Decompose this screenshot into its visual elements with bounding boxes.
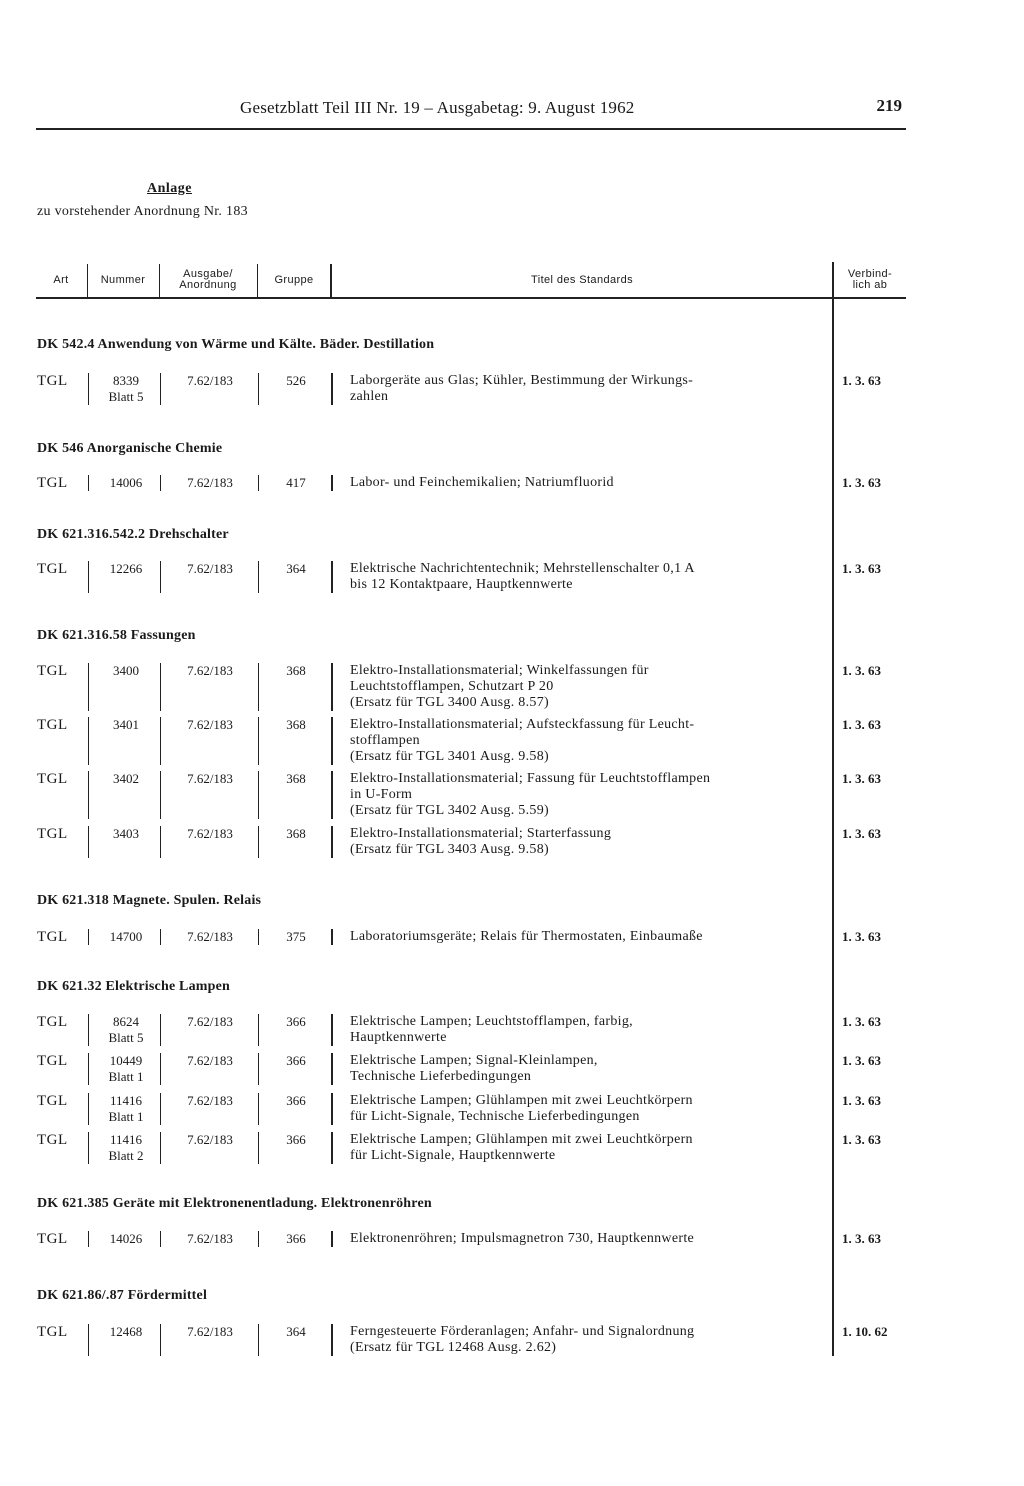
cell-divider [160, 826, 161, 858]
cell-divider [88, 475, 89, 491]
cell-ausgabe: 7.62/183 [187, 1132, 233, 1147]
column-header-ausgabe-line1: Ausgabe/ [183, 268, 233, 280]
cell-blatt: Blatt 1 [108, 1109, 144, 1124]
cell-divider [88, 1093, 89, 1125]
column-header-art: Art [53, 273, 69, 286]
cell-titel [350, 475, 825, 491]
cell-blatt: Blatt 5 [108, 1030, 144, 1045]
column-header-titel: Titel des Standards [531, 273, 633, 286]
cell-titel [350, 1053, 825, 1085]
cell-divider [160, 771, 161, 819]
cell-gruppe: 368 [286, 717, 306, 732]
cell-verbindlich: 1. 3. 63 [842, 1093, 881, 1108]
cell-titel [350, 663, 825, 711]
section-title: DK 546 Anorganische Chemie [37, 441, 223, 456]
cell-divider [258, 1231, 259, 1247]
titel-line: Elektronenröhren; Impulsmagnetron 730, Hauptkennwerte [350, 1231, 695, 1246]
cell-verbindlich: 1. 10. 62 [842, 1324, 888, 1339]
cell-divider [258, 561, 259, 593]
cell-titel [350, 1324, 825, 1356]
cell-ausgabe: 7.62/183 [187, 826, 233, 841]
cell-divider [160, 561, 161, 593]
cell-divider [160, 1324, 161, 1356]
cell-verbindlich: 1. 3. 63 [842, 929, 881, 944]
section-title: DK 621.32 Elektrische Lampen [37, 979, 231, 994]
titel-line: (Ersatz für TGL 3401 Ausg. 9.58) [350, 749, 549, 764]
section-title: DK 621.86/.87 Fördermittel [37, 1288, 208, 1303]
cell-divider [258, 373, 259, 405]
cell-nummer-value: 11416 [109, 1132, 143, 1147]
cell-nummer-value: 10449 [109, 1053, 143, 1068]
cell-art: TGL [37, 717, 68, 733]
cell-art: TGL [37, 1132, 68, 1148]
cell-titel [350, 826, 825, 858]
cell-gruppe: 417 [286, 475, 306, 490]
cell-gruppe: 364 [286, 1324, 306, 1339]
cell-divider [88, 717, 89, 765]
titel-line: Ferngesteuerte Förderanlagen; Anfahr- und Signalordnung [350, 1324, 695, 1339]
cell-art: TGL [37, 929, 68, 945]
cell-art: TGL [37, 1231, 68, 1247]
cell-divider [160, 475, 161, 491]
cell-divider [160, 929, 161, 945]
cell-titel [350, 561, 825, 593]
cell-divider [160, 1053, 161, 1085]
cell-ausgabe: 7.62/183 [187, 771, 233, 786]
cell-verbindlich: 1. 3. 63 [842, 717, 881, 732]
cell-divider [88, 561, 89, 593]
titel-line: (Ersatz für TGL 3402 Ausg. 5.59) [350, 803, 549, 818]
titel-line: (Ersatz für TGL 12468 Ausg. 2.62) [350, 1340, 557, 1355]
titel-line: Technische Lieferbedingungen [350, 1069, 532, 1084]
titel-line: für Licht-Signale, Hauptkennwerte [350, 1148, 556, 1163]
cell-nummer: 12468 [109, 1324, 143, 1339]
cell-verbindlich: 1. 3. 63 [842, 771, 881, 786]
cell-divider [331, 1093, 333, 1125]
cell-divider [88, 373, 89, 405]
cell-gruppe: 368 [286, 663, 306, 678]
cell-divider [160, 1231, 161, 1247]
column-header-nummer: Nummer [100, 273, 146, 286]
cell-divider [258, 826, 259, 858]
titel-line: Elektro-Installationsmaterial; Fassung für Leuchtstofflampen [350, 771, 711, 786]
titel-line: Elektrische Lampen; Glühlampen mit zwei Leuchtkörpern [350, 1132, 693, 1147]
cell-titel [350, 1231, 825, 1247]
table-header-rule [36, 297, 906, 299]
cell-divider [88, 1132, 89, 1164]
titel-line: Elektrische Lampen; Signal-Kleinlampen, [350, 1053, 598, 1068]
anlage-title: Anlage [147, 181, 192, 196]
cell-art: TGL [37, 826, 68, 842]
cell-divider [331, 1014, 333, 1046]
cell-gruppe: 368 [286, 826, 306, 841]
cell-nummer [92, 373, 160, 405]
cell-titel [350, 1093, 825, 1125]
cell-ausgabe: 7.62/183 [187, 1231, 233, 1246]
cell-divider [331, 826, 333, 858]
section-title: DK 621.316.58 Fassungen [37, 628, 196, 643]
cell-gruppe: 368 [286, 771, 306, 786]
cell-nummer [92, 1053, 160, 1085]
verbindlich-column-rule [832, 298, 834, 1356]
section-title: DK 621.385 Geräte mit Elektronenentladung. Elektronenröhren [37, 1196, 432, 1211]
column-header-verbindlich-line2: lich ab [852, 279, 888, 291]
titel-line: Elektro-Installationsmaterial; Winkelfassungen für [350, 663, 649, 678]
cell-verbindlich: 1. 3. 63 [842, 1231, 881, 1246]
cell-ausgabe: 7.62/183 [187, 1093, 233, 1108]
cell-ausgabe: 7.62/183 [187, 1053, 233, 1068]
cell-divider [331, 1231, 333, 1247]
cell-titel [350, 929, 825, 945]
cell-divider [331, 475, 333, 491]
cell-divider [331, 561, 333, 593]
cell-divider [258, 771, 259, 819]
section-title: DK 542.4 Anwendung von Wärme und Kälte. Bäder. Destillation [37, 337, 435, 352]
cell-ausgabe: 7.62/183 [187, 663, 233, 678]
cell-verbindlich: 1. 3. 63 [842, 475, 881, 490]
header-title: Gesetzblatt Teil III Nr. 19 – Ausgabetag: 9. August 1962 [240, 98, 635, 117]
cell-verbindlich: 1. 3. 63 [842, 373, 881, 388]
titel-line: Elektrische Lampen; Leuchtstofflampen, farbig, [350, 1014, 633, 1029]
cell-divider [88, 929, 89, 945]
section-title: DK 621.316.542.2 Drehschalter [37, 527, 229, 542]
cell-titel [350, 1014, 825, 1046]
cell-gruppe: 375 [286, 929, 306, 944]
cell-divider [88, 1324, 89, 1356]
cell-ausgabe: 7.62/183 [187, 1324, 233, 1339]
cell-divider [88, 771, 89, 819]
cell-ausgabe: 7.62/183 [187, 717, 233, 732]
cell-art: TGL [37, 1324, 68, 1340]
cell-divider [88, 663, 89, 711]
cell-divider [88, 1053, 89, 1085]
titel-line: (Ersatz für TGL 3400 Ausg. 8.57) [350, 695, 549, 710]
cell-gruppe: 364 [286, 561, 306, 576]
titel-line: stofflampen [350, 733, 420, 748]
cell-nummer-value: 8624 [113, 1014, 139, 1029]
titel-line: Leuchtstofflampen, Schutzart P 20 [350, 679, 554, 694]
cell-verbindlich: 1. 3. 63 [842, 1053, 881, 1068]
cell-ausgabe: 7.62/183 [187, 1014, 233, 1029]
cell-art: TGL [37, 1014, 68, 1030]
cell-divider [88, 1014, 89, 1046]
cell-divider [160, 1132, 161, 1164]
cell-art: TGL [37, 561, 68, 577]
cell-ausgabe: 7.62/183 [187, 373, 233, 388]
titel-line: Hauptkennwerte [350, 1030, 447, 1045]
cell-divider [88, 826, 89, 858]
cell-ausgabe: 7.62/183 [187, 475, 233, 490]
page-header [36, 94, 906, 130]
titel-line: Elektrische Nachrichtentechnik; Mehrstellenschalter 0,1 A [350, 561, 695, 576]
cell-art: TGL [37, 1053, 68, 1069]
cell-art: TGL [37, 373, 68, 389]
anlage-subtitle: zu vorstehender Anordnung Nr. 183 [37, 204, 248, 219]
cell-titel [350, 771, 825, 819]
cell-divider [88, 1231, 89, 1247]
cell-divider [160, 663, 161, 711]
cell-divider [258, 663, 259, 711]
cell-divider [331, 373, 333, 405]
cell-nummer: 14006 [109, 475, 143, 490]
cell-art: TGL [37, 663, 68, 679]
cell-titel [350, 373, 825, 405]
titel-line: Elektrische Lampen; Glühlampen mit zwei Leuchtkörpern [350, 1093, 693, 1108]
cell-verbindlich: 1. 3. 63 [842, 663, 881, 678]
page-number: 219 [876, 96, 902, 115]
cell-nummer: 14700 [109, 929, 143, 944]
cell-verbindlich: 1. 3. 63 [842, 1132, 881, 1147]
cell-nummer-value: 8339 [113, 373, 139, 388]
cell-verbindlich: 1. 3. 63 [842, 1014, 881, 1029]
cell-gruppe: 366 [286, 1014, 306, 1029]
cell-verbindlich: 1. 3. 63 [842, 826, 881, 841]
cell-nummer [92, 1093, 160, 1125]
cell-divider [331, 717, 333, 765]
titel-line: Labor- und Feinchemikalien; Natriumfluorid [350, 475, 614, 490]
cell-divider [160, 1093, 161, 1125]
cell-nummer [92, 1132, 160, 1164]
cell-blatt: Blatt 2 [108, 1148, 144, 1163]
cell-art: TGL [37, 475, 68, 491]
cell-divider [258, 1093, 259, 1125]
titel-line: zahlen [350, 389, 389, 404]
cell-divider [160, 373, 161, 405]
cell-nummer: 14026 [109, 1231, 143, 1246]
cell-divider [160, 1014, 161, 1046]
column-header-verbindlich-line1: Verbind- [847, 268, 893, 280]
section-title: DK 621.318 Magnete. Spulen. Relais [37, 893, 262, 908]
cell-divider [258, 1324, 259, 1356]
titel-line: Laboratoriumsgeräte; Relais für Thermostaten, Einbaumaße [350, 929, 703, 944]
column-header-gruppe: Gruppe [274, 273, 314, 286]
cell-divider [258, 1132, 259, 1164]
cell-art: TGL [37, 771, 68, 787]
cell-divider [331, 1053, 333, 1085]
cell-blatt: Blatt 1 [108, 1069, 144, 1084]
cell-divider [331, 1324, 333, 1356]
cell-titel [350, 717, 825, 765]
cell-divider [331, 771, 333, 819]
cell-divider [331, 1132, 333, 1164]
column-header-verbindlich [834, 262, 906, 298]
cell-divider [258, 1053, 259, 1085]
cell-divider [258, 1014, 259, 1046]
titel-line: in U-Form [350, 787, 413, 802]
cell-ausgabe: 7.62/183 [187, 929, 233, 944]
cell-ausgabe: 7.62/183 [187, 561, 233, 576]
cell-nummer: 12266 [109, 561, 143, 576]
titel-line: Laborgeräte aus Glas; Kühler, Bestimmung der Wirkungs- [350, 373, 694, 388]
cell-gruppe: 526 [286, 373, 306, 388]
cell-divider [331, 929, 333, 945]
cell-blatt: Blatt 5 [108, 389, 144, 404]
cell-titel [350, 1132, 825, 1164]
cell-art: TGL [37, 1093, 68, 1109]
cell-verbindlich: 1. 3. 63 [842, 561, 881, 576]
titel-line: Elektro-Installationsmaterial; Starterfassung [350, 826, 612, 841]
cell-nummer: 3402 [113, 771, 139, 786]
cell-gruppe: 366 [286, 1132, 306, 1147]
cell-gruppe: 366 [286, 1053, 306, 1068]
cell-divider [258, 717, 259, 765]
column-header-ausgabe [160, 262, 256, 298]
cell-nummer: 3400 [113, 663, 139, 678]
titel-line: für Licht-Signale, Technische Lieferbedingungen [350, 1109, 640, 1124]
titel-line: (Ersatz für TGL 3403 Ausg. 9.58) [350, 842, 549, 857]
cell-nummer: 3403 [113, 826, 139, 841]
titel-line: bis 12 Kontaktpaare, Hauptkennwerte [350, 577, 573, 592]
titel-line: Elektro-Installationsmaterial; Aufsteckfassung für Leucht- [350, 717, 695, 732]
cell-nummer [92, 1014, 160, 1046]
cell-nummer: 3401 [113, 717, 139, 732]
cell-divider [258, 475, 259, 491]
cell-nummer-value: 11416 [109, 1093, 143, 1108]
cell-divider [160, 717, 161, 765]
cell-divider [258, 929, 259, 945]
column-header-ausgabe-line2: Anordnung [179, 279, 237, 291]
cell-divider [331, 663, 333, 711]
cell-gruppe: 366 [286, 1231, 306, 1246]
cell-gruppe: 366 [286, 1093, 306, 1108]
